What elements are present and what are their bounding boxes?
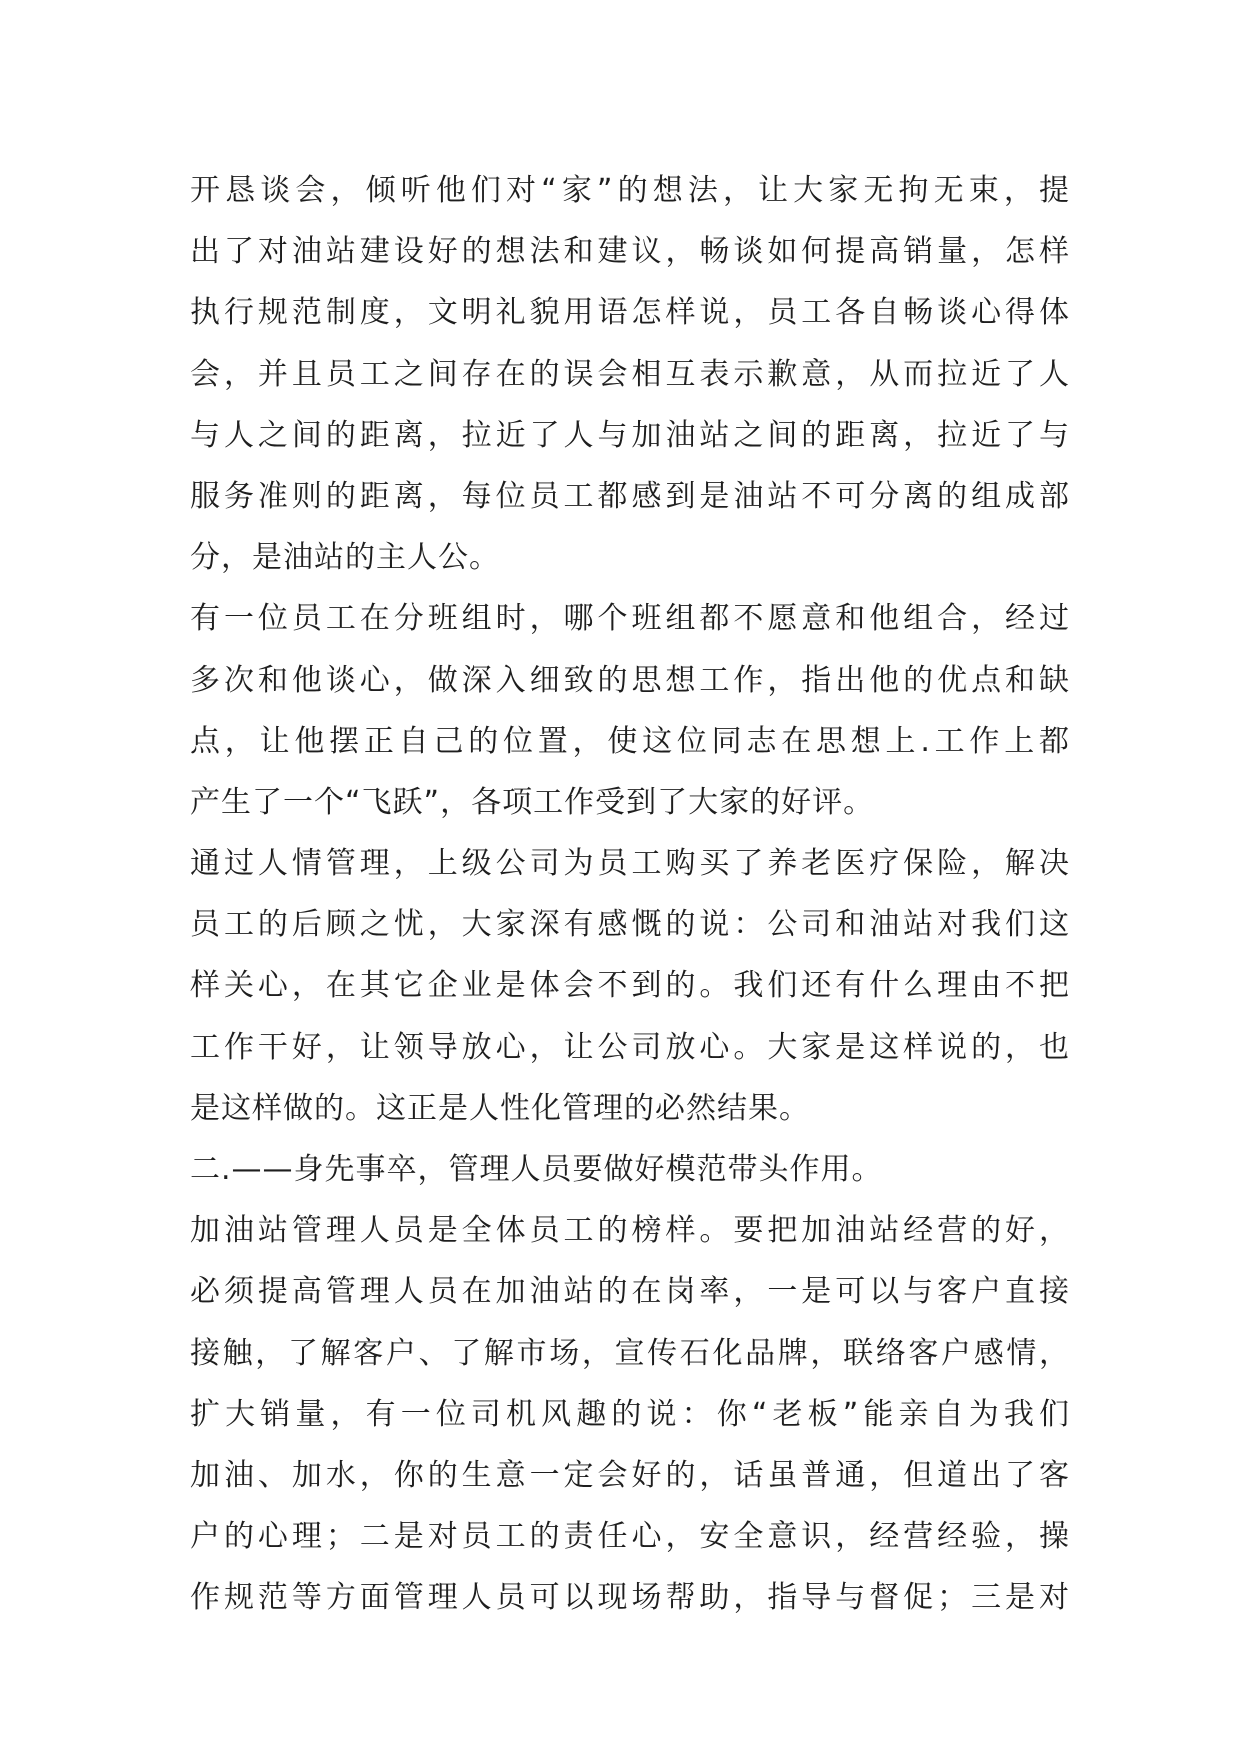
text-line: 会，并且员工之间存在的误会相互表示歉意，从而拉近了人 — [190, 356, 1070, 392]
text-line: 加油、加水，你的生意一定会好的，话虽普通，但道出了客 — [190, 1457, 1070, 1493]
text-line: 是这样做的。这正是人性化管理的必然结果。 — [190, 1090, 810, 1126]
text-line: 接触，了解客户、了解市场，宣传石化品牌，联络客户感情， — [190, 1335, 1070, 1371]
text-line: 工作干好，让领导放心，让公司放心。大家是这样说的，也 — [190, 1029, 1070, 1065]
text-line: 执行规范制度，文明礼貌用语怎样说，员工各自畅谈心得体 — [190, 295, 1070, 331]
text-line: 通过人情管理，上级公司为员工购买了养老医疗保险，解决 — [190, 846, 1070, 882]
text-line: 服务准则的距离，每位员工都感到是油站不可分离的组成部 — [190, 478, 1070, 514]
text-line: 与人之间的距离，拉近了人与加油站之间的距离，拉近了与 — [190, 417, 1070, 453]
section-heading: 二.——身先事卒，管理人员要做好模范带头作用。 — [190, 1152, 883, 1187]
text-line: 员工的后顾之忧，大家深有感慨的说：公司和油站对我们这 — [190, 907, 1070, 943]
text-line: 扩大销量，有一位司机风趣的说：你“老板”能亲自为我们 — [190, 1396, 1070, 1432]
text-line: 分，是油站的主人公。 — [190, 540, 500, 576]
text-line: 开恳谈会，倾听他们对“家”的想法，让大家无拘无束，提 — [190, 173, 1070, 208]
text-line: 必须提高管理人员在加油站的在岗率，一是可以与客户直接 — [190, 1274, 1070, 1310]
text-line: 户的心理；二是对员工的责任心，安全意识，经营经验，操 — [190, 1519, 1070, 1555]
text-line: 点，让他摆正自己的位置，使这位同志在思想上.工作上都 — [190, 723, 1070, 759]
text-line: 有一位员工在分班组时，哪个班组都不愿意和他组合，经过 — [190, 601, 1070, 637]
text-line: 加油站管理人员是全体员工的榜样。要把加油站经营的好， — [190, 1213, 1070, 1249]
text-line: 出了对油站建设好的想法和建议，畅谈如何提高销量，怎样 — [190, 234, 1070, 270]
text-line: 多次和他谈心，做深入细致的思想工作，指出他的优点和缺 — [190, 662, 1070, 698]
text-line: 样关心，在其它企业是体会不到的。我们还有什么理由不把 — [190, 968, 1070, 1004]
text-line: 产生了一个“飞跃”，各项工作受到了大家的好评。 — [190, 784, 875, 820]
document-body — [190, 160, 1070, 1629]
text-line: 作规范等方面管理人员可以现场帮助，指导与督促；三是对 — [190, 1580, 1070, 1616]
